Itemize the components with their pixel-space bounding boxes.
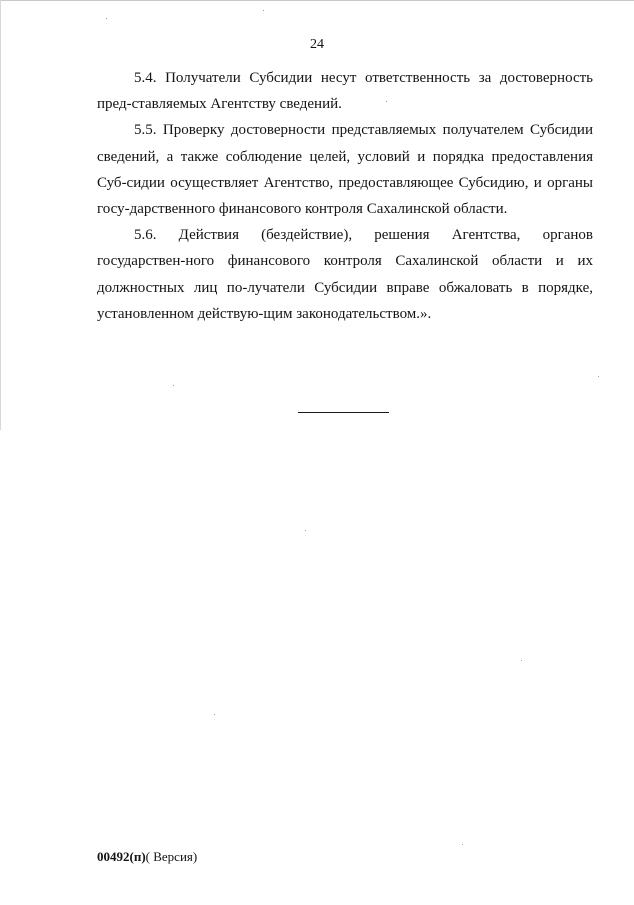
paragraph-5-6: 5.6. Действия (бездействие), решения Агентства, органов государствен-ного финансового контроля Сахалинской области и их должностных лиц по-лучатели Субсидии вправе обжаловать в порядке, установленном действую-щим законодательством.». <box>97 227 593 322</box>
page-number: 24 <box>310 37 324 52</box>
scan-speck <box>305 530 306 531</box>
footer-document-code <box>97 849 197 865</box>
scan-edge-left <box>0 0 1 430</box>
scan-speck <box>263 10 264 11</box>
end-of-text-rule <box>298 412 389 413</box>
scan-speck <box>462 844 463 845</box>
document-body <box>97 65 593 327</box>
scan-speck <box>521 660 522 661</box>
scan-speck <box>106 18 107 19</box>
scan-speck <box>386 101 387 102</box>
scan-speck <box>173 385 174 386</box>
scan-edge-top <box>0 0 634 1</box>
paragraph-5-5: 5.5. Проверку достоверности представляемых получателем Субсидии сведений, а также соблюдение целей, условий и порядка предоставления Суб-сидии осуществляет Агентство, предоставляющее Субсидию, и органы госу-дарственного финансового контроля Сахалинской области. <box>97 122 593 218</box>
doc-code: 00492(п) <box>97 849 146 864</box>
version-label: ( Версия) <box>145 849 198 864</box>
scan-speck <box>598 376 599 377</box>
paragraph-5-4: 5.4. Получатели Субсидии несут ответственность за достоверность пред-ставляемых Агентству сведений. <box>97 70 593 113</box>
scan-speck <box>214 714 215 715</box>
